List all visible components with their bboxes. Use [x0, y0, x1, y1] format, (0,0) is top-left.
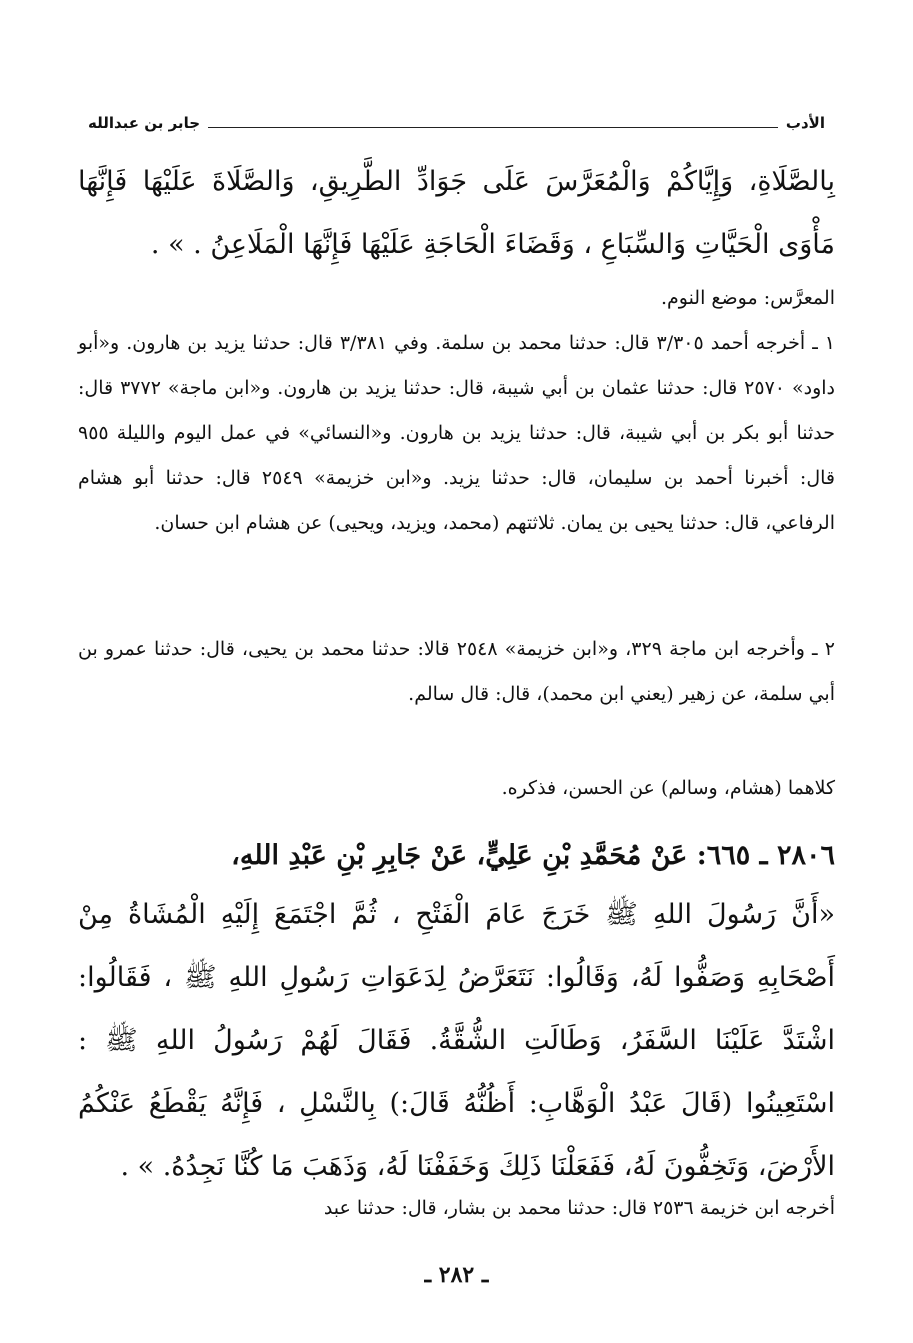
hadith-continuation: بِالصَّلَاةِ، وَإِيَّاكُمْ وَالْمُعَرَّسَ عَلَى جَوَادِّ الطَّرِيقِ، وَالصَّلَاةَ عَلَيْهَا فَإِنَّهَا مَأْوَى الْحَيَّاتِ وَالسِّبَاعِ ، وَقَضَاءَ الْحَاجَةِ عَلَيْهَا فَإِنَّهَا الْمَلَاعِنُ . » .	[78, 166, 835, 260]
takhrij-paragraph-1: ١ ـ أخرجه أحمد ٣/٣٠٥ قال: حدثنا محمد بن سلمة. وفي ٣/٣٨١ قال: حدثنا يزيد بن هارون. و«أبو داود» ٢٥٧٠ قال: حدثنا عثمان بن أبي شيبة، قال: حدثنا يزيد بن هارون. و«ابن ماجة» ٣٧٧٢ قال: حدثنا أبو بكر بن أبي شيبة، قال: حدثنا يزيد بن هارون. و«النسائي» في عمل اليوم والليلة ٩٥٥ قال: أخبرنا أحمد بن سليمان، قال: حدثنا يزيد. و«ابن خزيمة» ٢٥٤٩ قال: حدثنا أبو هشام الرفاعي، قال: حدثنا يحيى بن يمان. ثلاثتهم (محمد، ويزيد، ويحيى) عن هشام ابن حسان.	[78, 332, 835, 534]
gloss-note: المعرَّس: موضع النوم.	[660, 287, 835, 309]
page-number: ـ ٢٨٢ ـ	[424, 1262, 489, 1288]
takhrij-summary: كلاهما (هشام، وسالم) عن الحسن، فذكره.	[501, 777, 835, 799]
section-title: الأدب	[785, 114, 825, 132]
header-rule	[208, 127, 778, 128]
hadith-text: «أَنَّ رَسُولَ اللهِ ﷺ خَرَجَ عَامَ الْفَتْحِ ، ثُمَّ اجْتَمَعَ إِلَيْهِ الْمُشَاةُ مِنْ أَصْحَابِهِ وَصَفُّوا لَهُ، وَقَالُوا: نَتَعَرَّضُ لِدَعَوَاتِ رَسُولِ اللهِ ﷺ ، فَقَالُوا: اشْتَدَّ عَلَيْنَا السَّفَرُ، وَطَالَتِ الشُّقَّةُ. فَقَالَ لَهُمْ رَسُولُ اللهِ ﷺ : اسْتَعِينُوا (قَالَ عَبْدُ الْوَهَّابِ: أَظُنُّهُ قَالَ:) بِالنَّسْلِ ، فَإِنَّهُ يَقْطَعُ عَنْكُمُ الأَرْضَ، وَتَخِفُّونَ لَهُ، فَفَعَلْنَا ذَلِكَ وَخَفَفْنَا لَهُ، وَذَهَبَ مَا كُنَّا نَجِدُهُ. » .	[78, 899, 835, 1182]
chapter-title: جابر بن عبدالله	[88, 114, 201, 132]
takhrij-paragraph-3: أخرجه ابن خزيمة ٢٥٣٦ قال: حدثنا محمد بن بشار، قال: حدثنا عبد	[323, 1197, 835, 1219]
hadith-heading: ٢٨٠٦ ـ ٦٦٥: عَنْ مُحَمَّدِ بْنِ عَلِيٍّ، عَنْ جَابِرِ بْنِ عَبْدِ اللهِ،	[231, 840, 835, 871]
takhrij-paragraph-2: ٢ ـ وأخرجه ابن ماجة ٣٢٩، و«ابن خزيمة» ٢٥٤٨ قالا: حدثنا محمد بن يحيى، قال: حدثنا عمرو بن أبي سلمة، عن زهير (يعني ابن محمد)، قال: قال سالم.	[78, 638, 835, 705]
running-header	[88, 108, 825, 138]
